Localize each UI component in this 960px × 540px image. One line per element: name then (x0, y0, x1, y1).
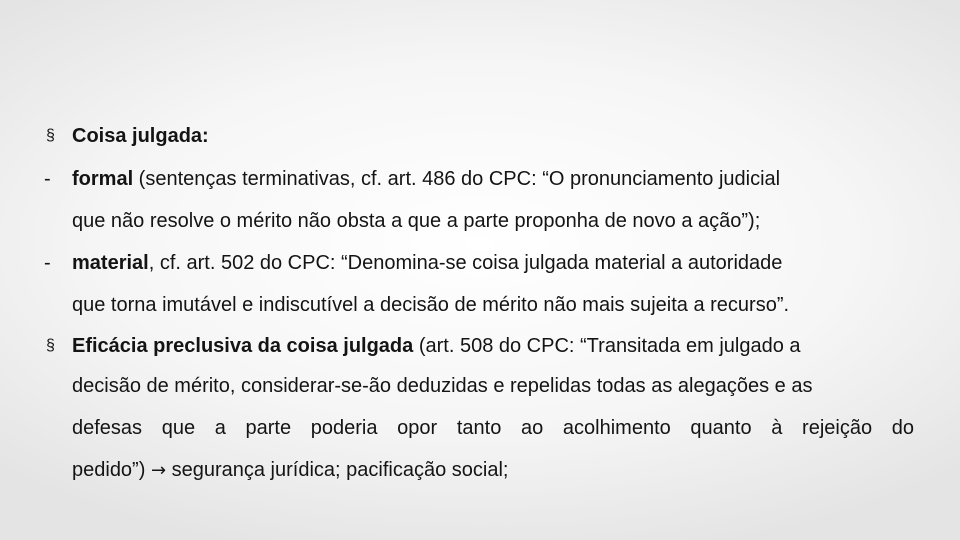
text-span: pedido”) (72, 459, 146, 481)
bold-text: Coisa julgada: (72, 125, 209, 147)
arrow-icon: → (150, 460, 167, 481)
formal-line-1 (72, 167, 780, 191)
dash-marker: - (44, 168, 51, 190)
text-span: (sentenças terminativas, cf. art. 486 do CPC: “O pronunciamento judicial (133, 168, 781, 190)
text-span: segurança jurídica; pacificação social; (166, 459, 509, 481)
material-line-1 (72, 251, 782, 275)
eficacia-line-1 (72, 334, 801, 358)
bullet-marker: § (46, 337, 55, 354)
dash-marker: - (44, 252, 51, 274)
bold-text: material (72, 252, 149, 274)
eficacia-line-2: decisão de mérito, considerar-se-ão deduzidas e repelidas todas as alegações e as (72, 375, 813, 397)
bold-text: Eficácia preclusiva da coisa julgada (72, 335, 414, 357)
material-line-2: que torna imutável e indiscutível a decisão de mérito não mais sujeita a recurso”. (72, 294, 790, 316)
formal-line-2: que não resolve o mérito não obsta a que a parte proponha de novo a ação”); (72, 210, 761, 232)
text-span: (art. 508 do CPC: “Transitada em julgado a (413, 335, 801, 357)
bold-text: formal (72, 168, 134, 190)
bullet-marker: § (46, 127, 55, 144)
eficacia-line-4 (72, 458, 508, 483)
heading-coisa-julgada (72, 124, 209, 148)
text-span: , cf. art. 502 do CPC: “Denomina-se coisa julgada material a autoridade (148, 252, 783, 274)
eficacia-line-3: defesas que a parte poderia opor tanto ao acolhimento quanto à rejeição do (72, 417, 914, 439)
